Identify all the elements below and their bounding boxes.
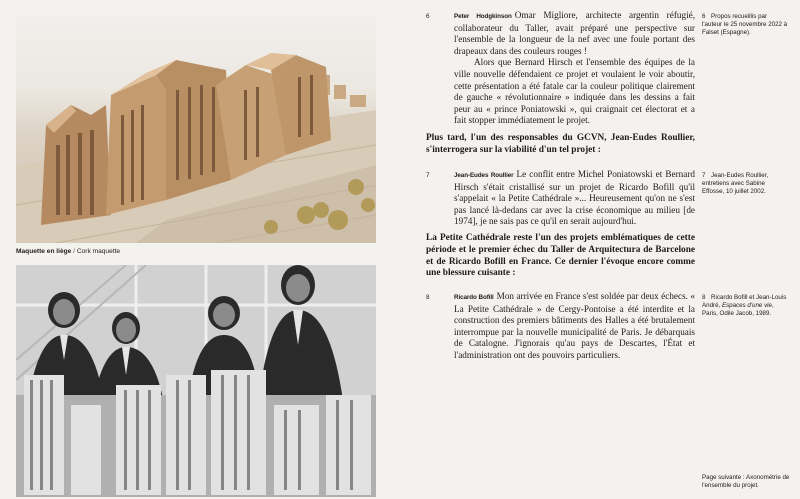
caption-separator: / (71, 248, 77, 255)
footnote-ref-7: 7 (426, 172, 430, 179)
interviewer-question-1 (426, 133, 695, 157)
caption-fr: Maquette en liège (16, 248, 72, 255)
note-7-text: Jean-Eudes Roullier, entretiens avec Sabine Effosse, 10 juillet 2002. (702, 172, 769, 196)
note-6-number: 6 (702, 13, 706, 20)
quote-text-3: Mon arrivée en France s'est soldée par deux échecs. « La Petite Cathédrale » de Cergy-Pontoise a été interdite et la construction des premiers bâtiments des Halles a été brutalement interrompue par la nouvelle municipalité de Paris. Je débarquais de Catalogne. J'ignorais qu'au pays de Descartes, l'État et l'administration ont des pouvoirs particuliers. (454, 291, 695, 360)
margin-note-8 (702, 294, 788, 319)
cork-maquette-photo (16, 15, 376, 243)
note-8-text-a: Ricardo Bofill et Jean-Louis André, (702, 294, 787, 310)
note-8-title: Espaces d'une vie (721, 302, 772, 310)
question-1-text: Plus tard, l'un des responsables du GCVN, Jean-Eudes Roullier, s'interrogera sur la viabilité d'un tel projet : (426, 133, 695, 155)
quote-paragraph-2 (454, 169, 695, 228)
speaker-jean-eudes-roullier: Jean-Eudes Roullier (454, 172, 514, 179)
note-6-text: Propos recueillis par l'auteur le 25 novembre 2022 à Falset (Espagne). (702, 13, 788, 37)
quote-paragraph-3 (454, 291, 695, 362)
quote-text-1: Omar Migliore, architecte argentin réfugié, collaborateur du Taller, avait préparé une perspective sur l'ensemble de la longueur de la nef avec une foule portant des drapeaux dans des couleurs rouges ! (454, 10, 695, 56)
speaker-peter-hodgkinson: Peter Hodgkinson (454, 13, 512, 20)
quote-block-2 (454, 169, 695, 228)
next-page-note: Page suivante : Axonométrie de l'ensemble du projet. (702, 474, 790, 489)
footnote-ref-6: 6 (426, 13, 430, 20)
question-2-text: La Petite Cathédrale reste l'un des projets emblématiques de cette période et le premier échec du Taller de Arquitectura de Barcelone et de Ricardo Bofill en France. Ce dernier l'évoque encore comme une blessure cuisante : (426, 233, 695, 279)
quote-paragraph-1b: Alors que Bernard Hirsch et l'ensemble des équipes de la ville nouvelle défendaient ce projet et voulaient le voir aboutir, cette présentation a été fatale car la couleur politique clairement de gauche « révolutionnaire » indiquée dans les dessins a fait peur au « prince Poniatowski », qui craignait cet électorat et a fait stopper immédiatement le projet. (454, 57, 695, 126)
architects-illustration (16, 265, 376, 497)
architects-photo (16, 265, 376, 497)
quote-block-3 (454, 291, 695, 362)
margin-note-6 (702, 13, 788, 38)
interviewer-question-2 (426, 233, 695, 280)
quote-text-2: Le conflit entre Michel Poniatowski et Bernard Hirsch s'était cristallisé sur un projet de Ricardo Bofill qu'il s'appelait « la Petite Cathédrale »... Heureusement qu'on ne s'est pas lancé là-dedans car avec la crise économique au milieu [de 1974], je ne sais pas ce qu'il en serait aujourd'hui. (454, 169, 695, 227)
speaker-ricardo-bofill: Ricardo Bofill (454, 294, 494, 301)
note-8-text-b: , Paris, Odile Jacob, 1989. (702, 302, 774, 318)
note-8-number: 8 (702, 294, 706, 301)
margin-note-7 (702, 172, 788, 197)
cork-maquette-illustration (16, 15, 376, 243)
caption-en: Cork maquette (76, 248, 121, 255)
note-7-number: 7 (702, 172, 706, 179)
quote-paragraph-1 (454, 10, 695, 57)
footnote-ref-8: 8 (426, 294, 430, 301)
quote-block-1 (454, 10, 695, 127)
photo-caption (16, 247, 120, 256)
